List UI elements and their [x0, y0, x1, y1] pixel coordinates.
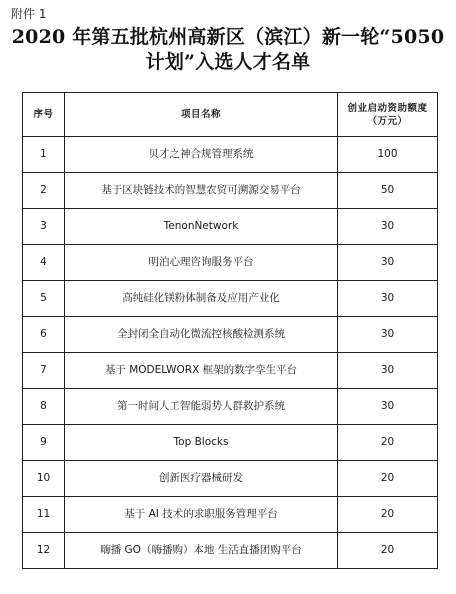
- talent-list-table: [22, 92, 438, 569]
- cell-no: 10: [23, 461, 65, 497]
- cell-no: 1: [23, 137, 65, 173]
- table-row: [23, 533, 438, 569]
- cell-amount: 20: [338, 461, 438, 497]
- attachment-label: 附件 1: [11, 7, 47, 21]
- cell-project: [65, 425, 338, 461]
- table-row: [23, 353, 438, 389]
- cell-amount: 20: [338, 425, 438, 461]
- project-name: 全封闭全自动化微流控核酸检测系统: [117, 328, 285, 340]
- cell-amount: 30: [338, 317, 438, 353]
- table-row: [23, 425, 438, 461]
- cell-amount: 30: [338, 245, 438, 281]
- cell-project: [65, 461, 338, 497]
- project-name: 贝才之神合规管理系统: [148, 148, 254, 160]
- project-name: 创新医疗器械研发: [159, 472, 243, 484]
- cell-project: [65, 389, 338, 425]
- table-row: [23, 281, 438, 317]
- cell-no: 11: [23, 497, 65, 533]
- cell-project: [65, 353, 338, 389]
- cell-project: [65, 533, 338, 569]
- cell-project: [65, 137, 338, 173]
- project-name: 基于区块链技术的智慧农贸可溯源交易平台: [101, 184, 301, 196]
- project-name: 第一时间人工智能弱势人群救护系统: [117, 400, 285, 412]
- cell-amount: 50: [338, 173, 438, 209]
- table-row: [23, 245, 438, 281]
- cell-no: 9: [23, 425, 65, 461]
- header-amount-line2: （万元）: [367, 115, 408, 127]
- project-name: TenonNetwork: [163, 220, 239, 232]
- header-amount: [338, 93, 438, 137]
- cell-no: 6: [23, 317, 65, 353]
- cell-no: 4: [23, 245, 65, 281]
- table-row: [23, 317, 438, 353]
- cell-project: [65, 245, 338, 281]
- header-amount-line1: 创业启动资助额度: [347, 102, 428, 114]
- header-no: 序号: [23, 93, 65, 137]
- cell-amount: 30: [338, 389, 438, 425]
- project-name: 基于 MODELWORX 框架的数字孪生平台: [104, 364, 298, 376]
- table-body: [23, 137, 438, 569]
- cell-project: [65, 173, 338, 209]
- project-name: 基于 AI 技术的求职服务管理平台: [124, 508, 278, 520]
- document-title: [6, 25, 450, 75]
- table-row: [23, 209, 438, 245]
- cell-no: 7: [23, 353, 65, 389]
- cell-no: 12: [23, 533, 65, 569]
- cell-no: 5: [23, 281, 65, 317]
- project-name: 嗨播 GO（嗨播购）本地 生活直播团购平台: [100, 544, 302, 556]
- cell-project: [65, 317, 338, 353]
- table-row: [23, 461, 438, 497]
- cell-project: [65, 497, 338, 533]
- cell-amount: 20: [338, 533, 438, 569]
- header-project: 项目名称: [65, 93, 338, 137]
- table-row: [23, 137, 438, 173]
- cell-project: [65, 281, 338, 317]
- table-row: [23, 173, 438, 209]
- cell-amount: 30: [338, 281, 438, 317]
- table-row: [23, 497, 438, 533]
- project-name: Top Blocks: [173, 436, 229, 448]
- table-header-row: [23, 93, 438, 137]
- project-name: 高纯硅化镁粉体制备及应用产业化: [122, 292, 280, 304]
- cell-amount: 100: [338, 137, 438, 173]
- cell-no: 8: [23, 389, 65, 425]
- cell-amount: 30: [338, 209, 438, 245]
- table-row: [23, 389, 438, 425]
- cell-project: [65, 209, 338, 245]
- cell-amount: 20: [338, 497, 438, 533]
- project-name: 明泊心理咨询服务平台: [148, 256, 254, 268]
- cell-no: 2: [23, 173, 65, 209]
- title-line-2: 计划”入选人才名单: [145, 51, 311, 73]
- cell-amount: 30: [338, 353, 438, 389]
- cell-no: 3: [23, 209, 65, 245]
- title-line-1: 2020 年第五批杭州高新区（滨江）新一轮“5050: [11, 26, 445, 48]
